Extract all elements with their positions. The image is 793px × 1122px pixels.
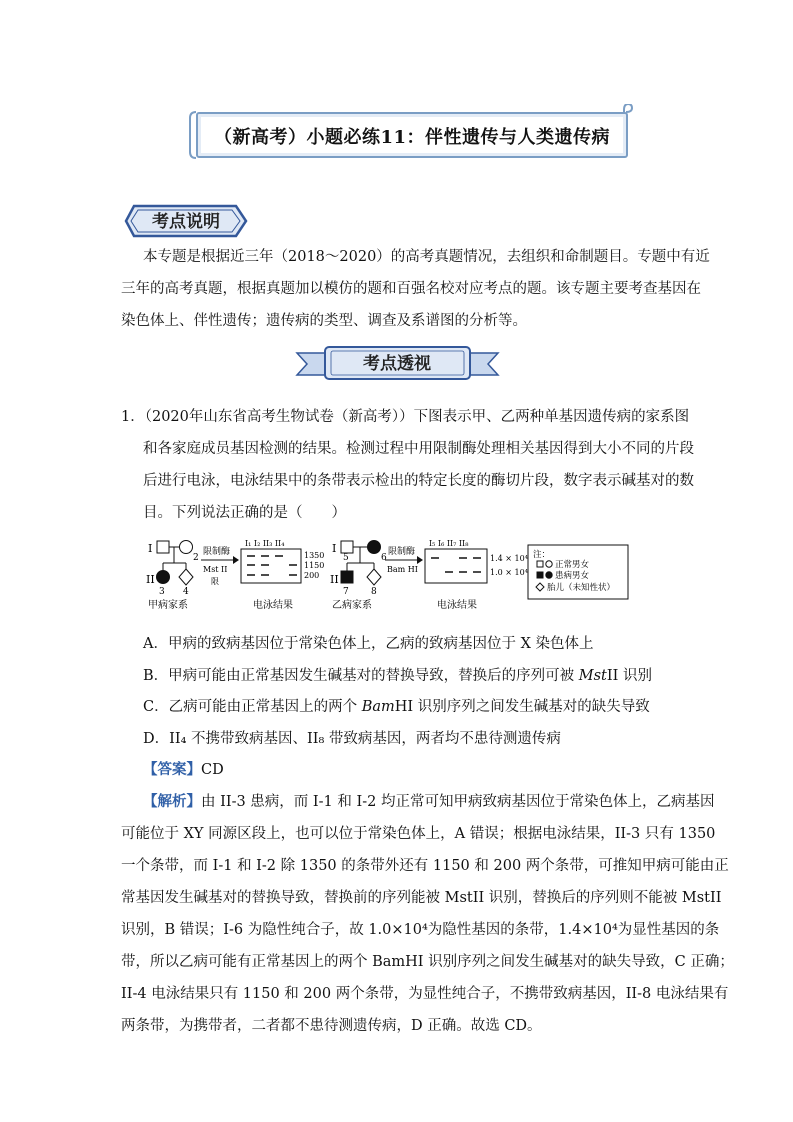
- right-individual-6: [368, 541, 381, 554]
- right-individual-5: [341, 541, 353, 553]
- intro-line-3: 染色体上、伴性遗传；遗传病的类型、调查及系谱图的分析等。: [121, 313, 527, 329]
- left-enzyme-note: 限: [211, 577, 219, 586]
- scroll-decoration: [186, 104, 636, 164]
- left-id-4: 4: [183, 587, 189, 597]
- right-id-8: 8: [371, 587, 377, 597]
- left-individual-3: [157, 571, 170, 584]
- right-individual-7: [341, 571, 353, 583]
- right-gel: [425, 549, 487, 583]
- option-a-text: 甲病的致病基因位于常染色体上，乙病的致病基因位于 X 染色体上: [167, 636, 594, 652]
- left-gel: [241, 549, 301, 583]
- left-individual-1: [157, 541, 169, 553]
- option-d-label: D．: [143, 731, 170, 747]
- left-individual-4: [179, 569, 193, 585]
- left-id-3: 3: [159, 587, 165, 597]
- analysis-line-3: 一个条带，而 I-1 和 I-2 除 1350 的条带外还有 1150 和 200 两个条带，可推知甲病可能由正: [121, 858, 729, 874]
- option-b-italic: Mst: [578, 668, 607, 684]
- option-c-label: C．: [143, 699, 169, 715]
- badge-explain-text: 考点说明: [152, 212, 220, 232]
- right-enzyme-name: Bam HI: [387, 565, 418, 574]
- right-lanes: I₅ I₆ II₇ II₈: [429, 539, 469, 548]
- left-id-2: 2: [193, 553, 199, 563]
- analysis-line-6: 带，所以乙病可能有正常基因上的两个 BamHI 识别序列之间发生碱基对的缺失导致，C 正确；: [121, 954, 734, 970]
- right-id-6: 6: [381, 553, 387, 563]
- right-band-1: 1.4 × 10⁴: [490, 554, 528, 563]
- option-b-text-b: II 识别: [606, 668, 652, 684]
- left-enzyme: 限制酶: [203, 547, 231, 557]
- option-c-italic: Bam: [361, 699, 395, 715]
- option-d: [143, 727, 561, 748]
- question-line-3: 后进行电泳，电泳结果中的条带表示检出的特定长度的酶切片段，数字表示碱基对的数: [143, 473, 694, 489]
- badge-perspective-text: 考点透视: [363, 354, 431, 374]
- question-line-1: [121, 405, 689, 426]
- analysis-line-7: II-4 电泳结果只有 1150 和 200 两个条带，为显性纯合子，不携带致病基因，II-8 电泳结果有: [121, 986, 729, 1002]
- intro-line-2: 三年的高考真题，根据真题加以模仿的题和百强名校对应考点的题。该专题主要考查基因在: [121, 281, 701, 297]
- analysis-text-1: 由 II-3 患病，而 I-1 和 I-2 均正常可知甲病致病基因位于常染色体上，乙病基因: [201, 794, 715, 810]
- section-badge-perspective: [295, 345, 500, 381]
- page-title: （新高考）小题必练11：伴性遗传与人类遗传病: [213, 127, 611, 148]
- left-gen2-label: II: [146, 573, 155, 586]
- left-band-3: 200: [304, 571, 320, 580]
- left-enzyme-name: Mst II: [203, 565, 228, 574]
- analysis-tag: 【解析】: [143, 793, 201, 810]
- pedigree-figure: [145, 536, 631, 616]
- answer-value: CD: [201, 762, 224, 778]
- question-number: 1．: [121, 409, 145, 425]
- legend-normal: 正常男女: [555, 560, 590, 570]
- right-id-7: 7: [343, 587, 349, 597]
- left-lanes: I₁ I₂ II₃ II₄: [245, 539, 285, 548]
- legend-affected: 患病男女: [555, 571, 590, 581]
- analysis-line-2: 可能位于 XY 同源区段上，也可以位于常染色体上，A 错误；根据电泳结果，II-3 只有 1350: [121, 826, 716, 842]
- option-b: [143, 664, 652, 685]
- right-id-5: 5: [343, 553, 349, 563]
- left-caption-result: 电泳结果: [253, 600, 293, 611]
- option-c-text-a: 乙病可能由正常基因上的两个: [168, 699, 362, 715]
- analysis-line-8: 两条带，为携带者，二者都不患待测遗传病，D 正确。故选 CD。: [121, 1018, 542, 1034]
- left-gen1-label: I: [148, 542, 153, 555]
- option-a-label: A．: [143, 636, 168, 652]
- analysis-line-1: [143, 790, 714, 811]
- right-gen1-label: I: [332, 542, 337, 555]
- left-band-2: 1150: [304, 561, 325, 570]
- right-caption-result: 电泳结果: [437, 600, 477, 611]
- option-c: [143, 695, 650, 716]
- right-enzyme: 限制酶: [388, 547, 416, 557]
- left-band-1: 1350: [304, 551, 325, 560]
- left-caption-family: 甲病家系: [148, 600, 188, 611]
- question-text-1: （2020年山东省高考生物试卷（新高考））下图表示甲、乙两种单基因遗传病的家系图: [144, 409, 690, 425]
- option-b-text-a: 甲病可能由正常基因发生碱基对的替换导致，替换后的序列可被: [168, 668, 579, 684]
- right-band-2: 1.0 × 10⁴: [490, 568, 528, 577]
- question-line-4: 目。下列说法正确的是（ ）: [143, 505, 346, 521]
- section-badge-explain: [124, 204, 248, 238]
- option-d-text: II₄ 不携带致病基因、II₈ 带致病基因，两者均不患待测遗传病: [169, 731, 561, 747]
- analysis-line-4: 常基因发生碱基对的替换导致，替换前的序列能被 MstII 识别，替换后的序列则不能被 MstII: [121, 890, 722, 906]
- right-gen2-label: II: [330, 573, 339, 586]
- analysis-line-5: 识别，B 错误；I-6 为隐性纯合子，故 1.0×10⁴为隐性基因的条带，1.4×10⁴为显性基因的条: [121, 922, 720, 938]
- intro-line-1: 本专题是根据近三年（2018～2020）的高考真题情况，去组织和命制题目。专题中有近: [143, 249, 710, 265]
- right-caption-family: 乙病家系: [332, 600, 372, 611]
- option-a: [143, 632, 594, 653]
- answer-tag: 【答案】: [143, 761, 201, 778]
- question-line-2: 和各家庭成员基因检测的结果。检测过程中用限制酶处理相关基因得到大小不同的片段: [143, 441, 694, 457]
- answer-line: [143, 758, 224, 779]
- option-b-label: B．: [143, 668, 169, 684]
- left-individual-2: [180, 541, 193, 554]
- legend-title: 注：: [533, 550, 551, 560]
- right-individual-8: [367, 569, 381, 585]
- option-c-text-b: HI 识别序列之间发生碱基对的缺失导致: [394, 699, 650, 715]
- legend-fetus: 胎儿（未知性状）: [547, 583, 616, 593]
